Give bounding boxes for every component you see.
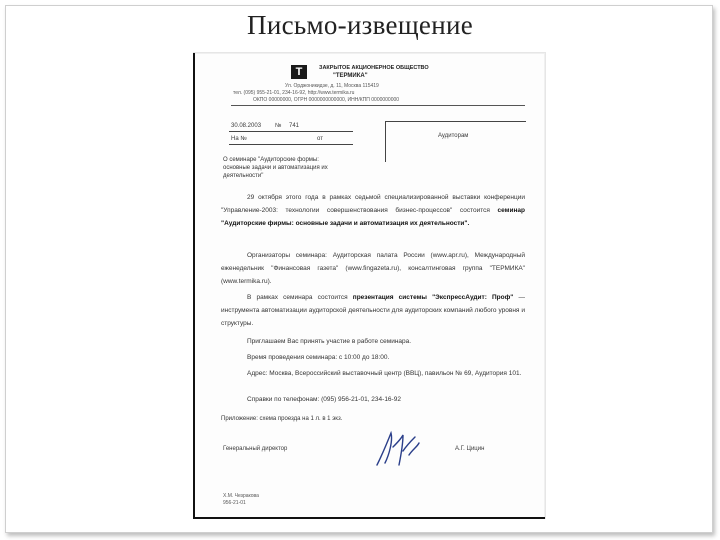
paragraph-3: [221, 291, 525, 330]
address-line-3: ОКПО 00000000, ОГРН 0000000000000, ИНН/КПП 0000000000: [253, 97, 400, 103]
subject: О семинаре "Аудиторские формы: основные задачи и автоматизация их деятельности": [223, 157, 328, 179]
recipient: Аудиторам: [438, 133, 469, 139]
scan-edge-left: [193, 53, 195, 519]
letter-number: 741: [289, 123, 300, 129]
ref-label: На №: [231, 136, 247, 142]
reg-underline-1: [229, 131, 353, 132]
paragraph-7: Справки по телефонам: (095) 956-21-01, 234-16-92: [247, 396, 401, 403]
slide-title: Письмо-извещение: [247, 10, 473, 40]
org-name: "ТЕРМИКА": [333, 73, 368, 79]
ref-from: от: [317, 136, 323, 142]
signature-image: [373, 425, 423, 469]
letter-number-label: №: [275, 123, 282, 129]
paragraph-2: Организаторы семинара: Аудиторская палата России (www.apr.ru), Международный еженедельник "Финансовая газета" (www.fingazeta.ru), консалтинговая группа "ТЕРМИКА" (www.termika.ru).: [221, 252, 525, 285]
executor-phone: 956-21-01: [223, 500, 246, 506]
company-logo: Т: [291, 65, 307, 79]
paragraph-1-text: 29 октября этого года в рамках седьмой специализированной выставки конференции "Управление-2003: технологии совершенствования бизнес-процессов" состоится: [221, 194, 525, 214]
signer-name: А.Г. Цицин: [455, 446, 485, 452]
letter-date: 30.08.2003: [231, 123, 262, 129]
paragraph-3-text-a: В рамках семинара состоится: [247, 294, 353, 301]
letterhead-rule: [231, 105, 525, 106]
paragraph-1-bold: семинар "Аудиторские фирмы: основные задачи и автоматизация их деятельности".: [221, 207, 525, 227]
org-type: ЗАКРЫТОЕ АКЦИОНЕРНОЕ ОБЩЕСТВО: [319, 65, 429, 71]
letter-document: [193, 52, 546, 519]
paragraph-6: Адрес: Москва, Всероссийский выставочный центр (ВВЦ), павильон № 69, Аудитория 101.: [247, 370, 522, 377]
scan-edge-bottom: [193, 517, 545, 519]
signer-title: Генеральный директор: [223, 446, 288, 452]
paragraph-4: Приглашаем Вас принять участие в работе семинара.: [247, 338, 412, 345]
paragraph-3-bold: презентация системы "ЭкспрессАудит: Проф": [352, 294, 514, 301]
paragraph-1: [221, 191, 525, 230]
attachment-note: Приложение: схема проезда на 1 л. в 1 экз.: [221, 416, 343, 422]
address-line-2: тел. (095) 955-21-01, 234-16-92, http://www.termika.ru: [233, 90, 355, 96]
paragraph-5: Время проведения семинара: с 10:00 до 18:00.: [247, 354, 390, 361]
executor-name: Х.М. Чезракова: [223, 493, 259, 499]
paragraph-3-text-b: — инструмента автоматизации аудиторской деятельности для аудиторских компаний любого уровня и структуры.: [221, 294, 525, 327]
address-line-1: Ул. Орджоникидзе, д. 11, Москва 115419: [285, 83, 379, 89]
recipient-corner: [385, 121, 526, 162]
reg-underline-2: [229, 144, 353, 145]
